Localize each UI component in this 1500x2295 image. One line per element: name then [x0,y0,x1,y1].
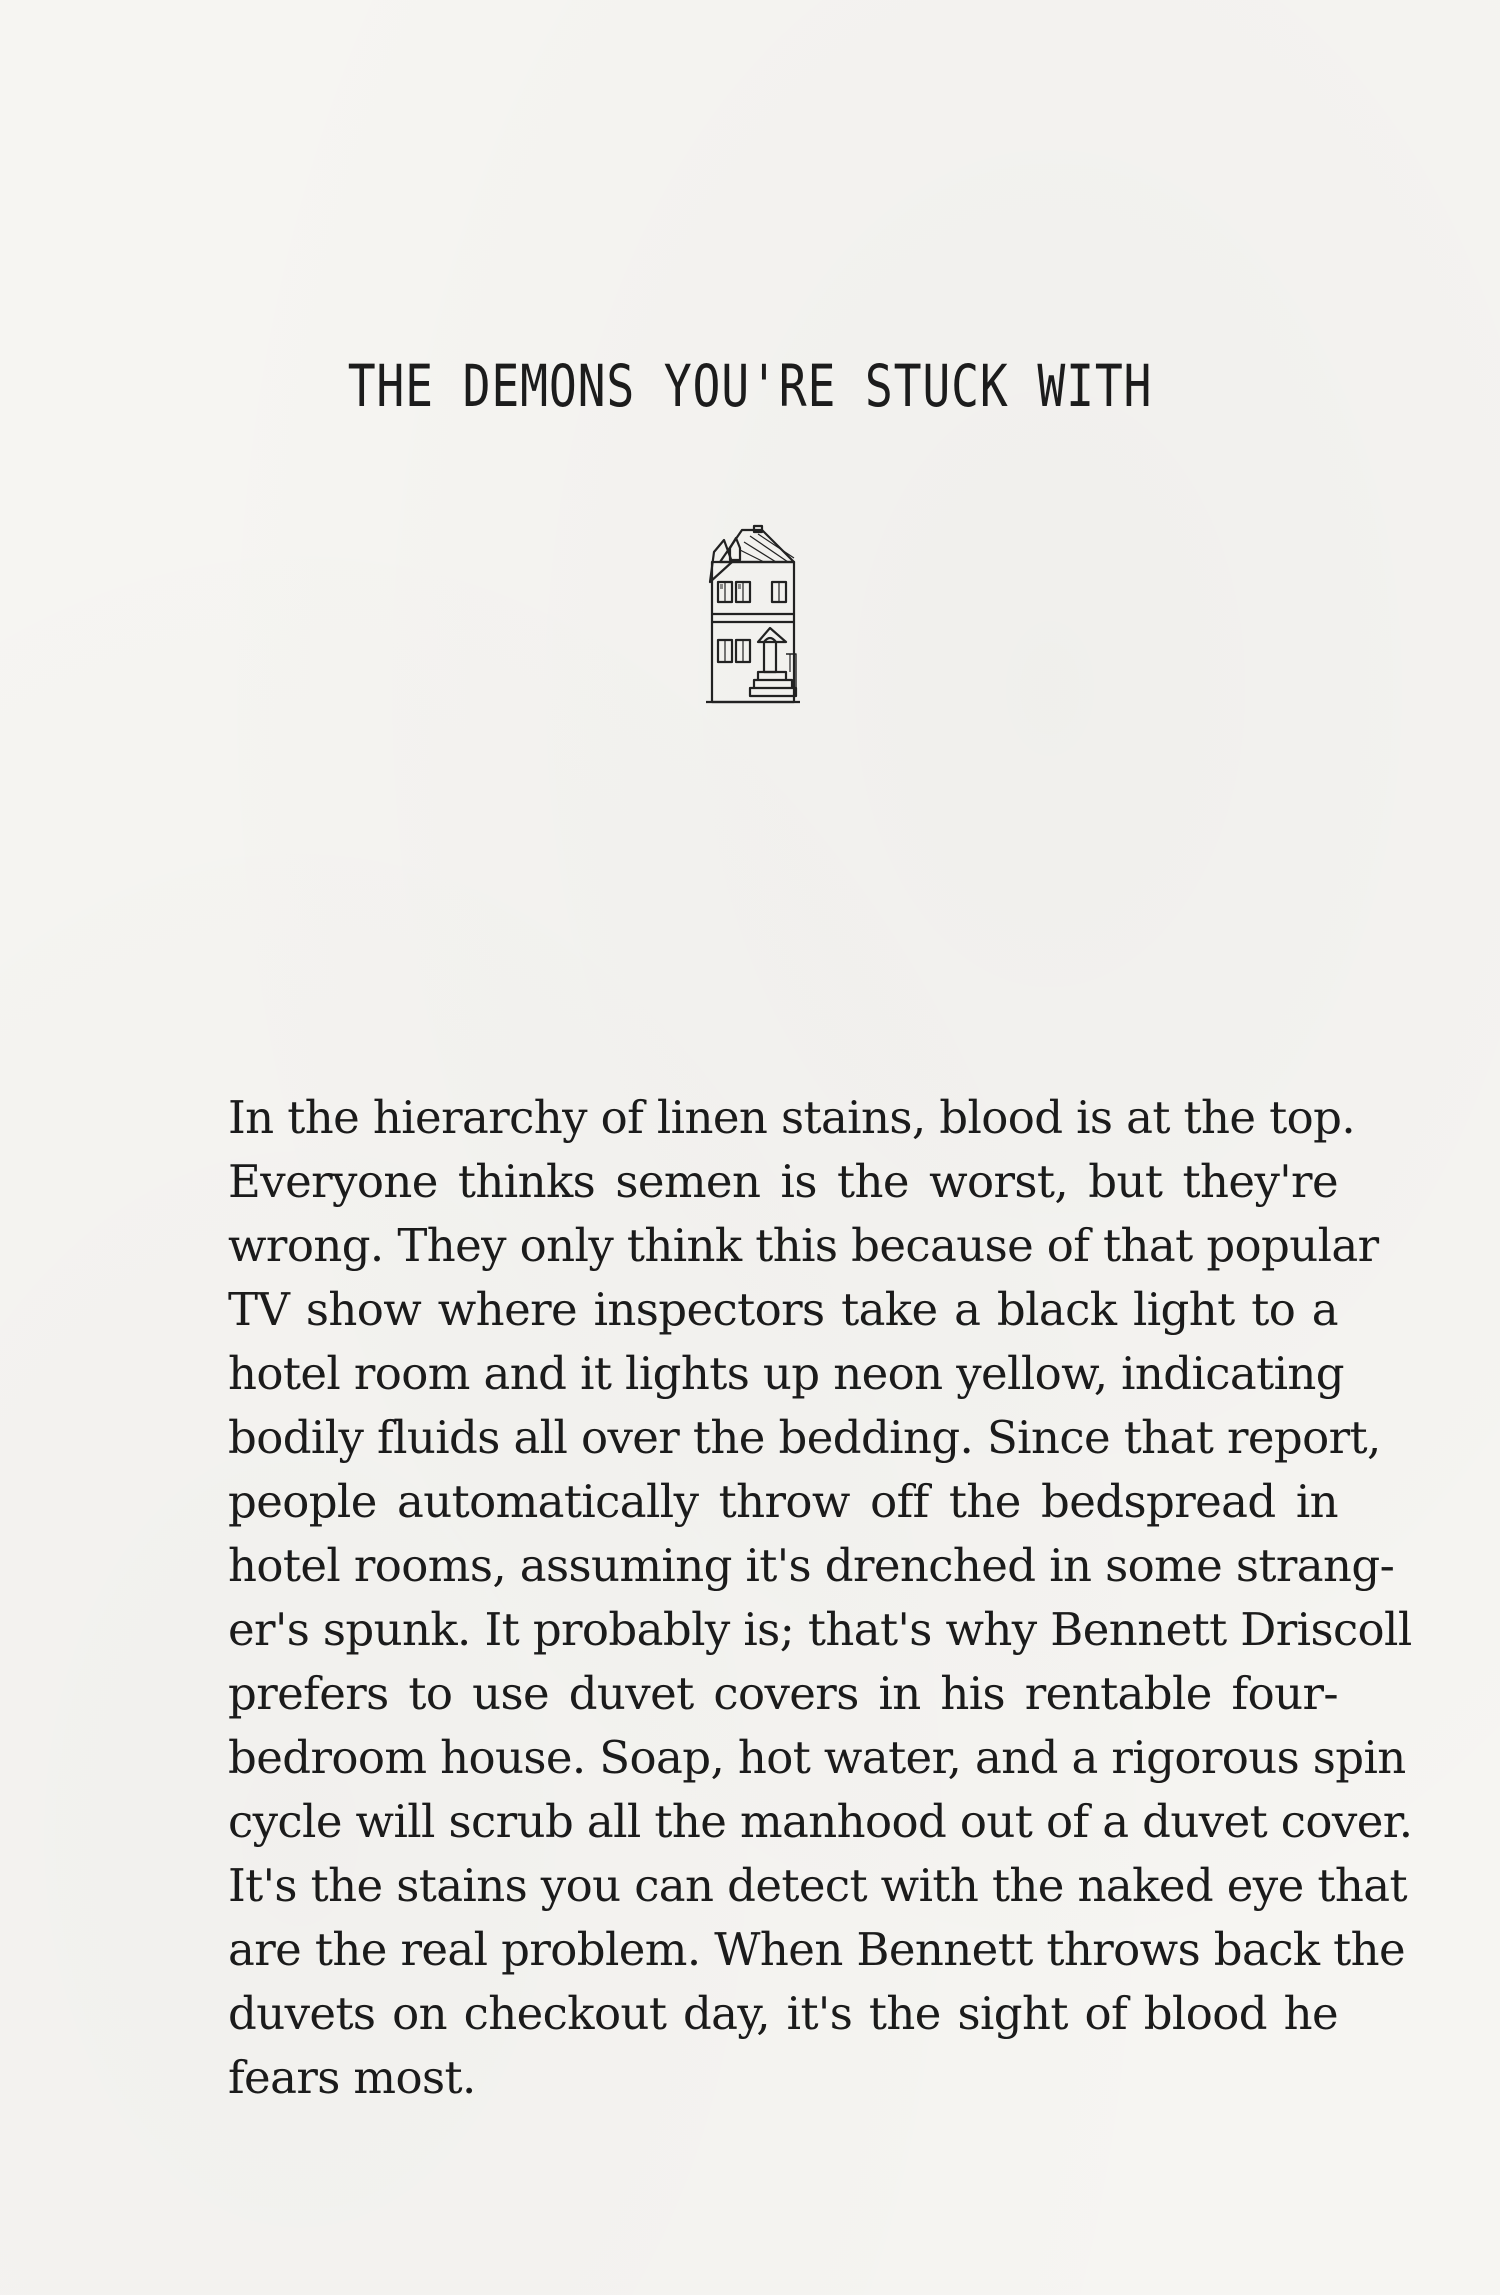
text-line: hotel rooms, assuming it's drenched in some strang- [228,1539,1395,1592]
text-line: bedroom house. Soap, hot water, and a rigorous spin [228,1731,1406,1784]
text-line: cycle will scrub all the manhood out of a duvet cover. [228,1795,1413,1848]
text-line: fears most. [228,2051,476,2104]
text-line: duvets on checkout day, it's the sight of blood he [228,1987,1338,2040]
body-paragraph [228,1086,1413,2110]
text-line: bodily fluids all over the bedding. Since that report, [228,1411,1381,1464]
text-line: It's the stains you can detect with the naked eye that [228,1859,1407,1912]
text-line: people automatically throw off the bedspread in [228,1475,1338,1528]
text-line: are the real problem. When Bennett throws back the [228,1923,1406,1976]
text-line: Everyone thinks semen is the worst, but they're [228,1155,1338,1208]
text-line: hotel room and it lights up neon yellow, indicating [228,1347,1344,1400]
chapter-title: THE DEMONS YOU'RE STUCK WITH [347,352,1153,420]
text-line: TV show where inspectors take a black light to a [228,1283,1338,1336]
text-line: prefers to use duvet covers in his rentable four- [228,1667,1338,1720]
text-line: er's spunk. It probably is; that's why Bennett Driscoll [228,1603,1412,1656]
house-icon [702,522,802,712]
text-line: wrong. They only think this because of that popular [228,1219,1379,1272]
text-line: In the hierarchy of linen stains, blood is at the top. [228,1091,1356,1144]
